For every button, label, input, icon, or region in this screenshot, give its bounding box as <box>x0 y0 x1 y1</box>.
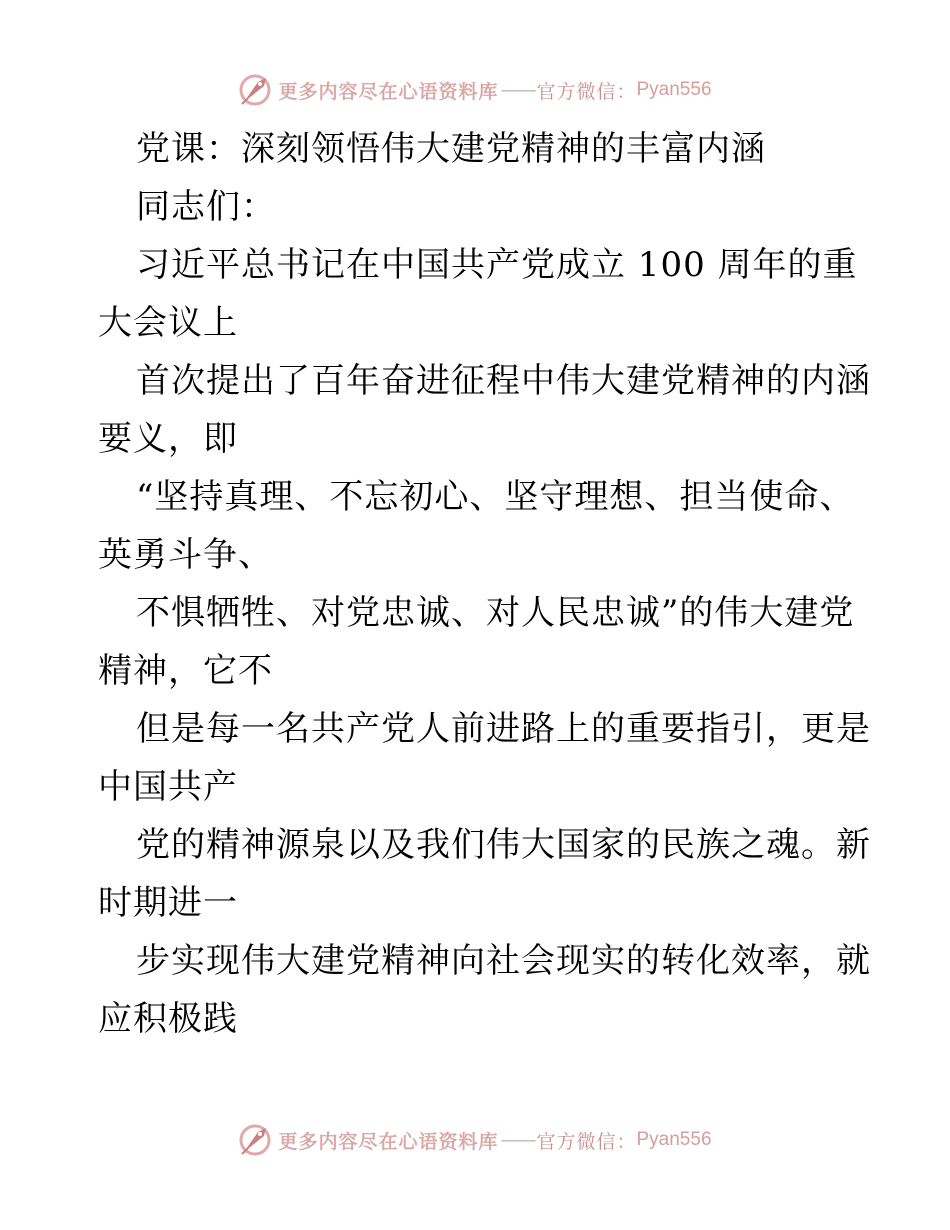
pen-nib-logo-icon <box>238 1122 274 1158</box>
paragraph-line: 不惧牺牲、对党忠诚、对人民忠诚”的伟大建党 <box>136 593 855 633</box>
watermark-wechat-id: Pyan556 <box>636 79 712 100</box>
watermark-wechat-id: Pyan556 <box>636 1129 712 1150</box>
paragraph-line: 中国共产 <box>98 767 238 807</box>
watermark-main-text: 更多内容尽在心语资料库 <box>278 80 499 103</box>
paragraph-line: 时期进一 <box>98 883 238 923</box>
paragraph-line: 要义，即 <box>98 419 238 459</box>
document-title: 党课：深刻领悟伟大建党精神的丰富内涵 <box>136 129 766 169</box>
document-body <box>98 120 871 1048</box>
footer-watermark <box>0 1120 950 1160</box>
watermark-wechat-label: 官方微信： <box>536 80 637 103</box>
paragraph-line: 精神，它不 <box>98 651 273 691</box>
pen-nib-logo-icon <box>238 72 274 108</box>
paragraph-line: 大会议上 <box>98 303 238 343</box>
paragraph-line: 首次提出了百年奋进征程中伟大建党精神的内涵 <box>136 361 871 401</box>
paragraph-line: 步实现伟大建党精神向社会现实的转化效率，就 <box>136 941 871 981</box>
salutation: 同志们： <box>136 187 276 227</box>
paragraph-line: 但是每一名共产党人前进路上的重要指引，更是 <box>136 709 871 749</box>
watermark-main-text: 更多内容尽在心语资料库 <box>278 1130 499 1153</box>
watermark-wechat-label: 官方微信： <box>536 1130 637 1153</box>
header-watermark <box>0 70 950 110</box>
paragraph-line: 英勇斗争、 <box>98 535 273 575</box>
watermark-dash: —— <box>500 1129 535 1151</box>
paragraph-line: 习近平总书记在中国共产党成立 100 周年的重 <box>136 245 858 285</box>
watermark-dash: —— <box>500 79 535 101</box>
paragraph-line: “坚持真理、不忘初心、坚守理想、担当使命、 <box>136 477 855 517</box>
paragraph-line: 应积极践 <box>98 999 238 1039</box>
paragraph-line: 党的精神源泉以及我们伟大国家的民族之魂。新 <box>136 825 871 865</box>
